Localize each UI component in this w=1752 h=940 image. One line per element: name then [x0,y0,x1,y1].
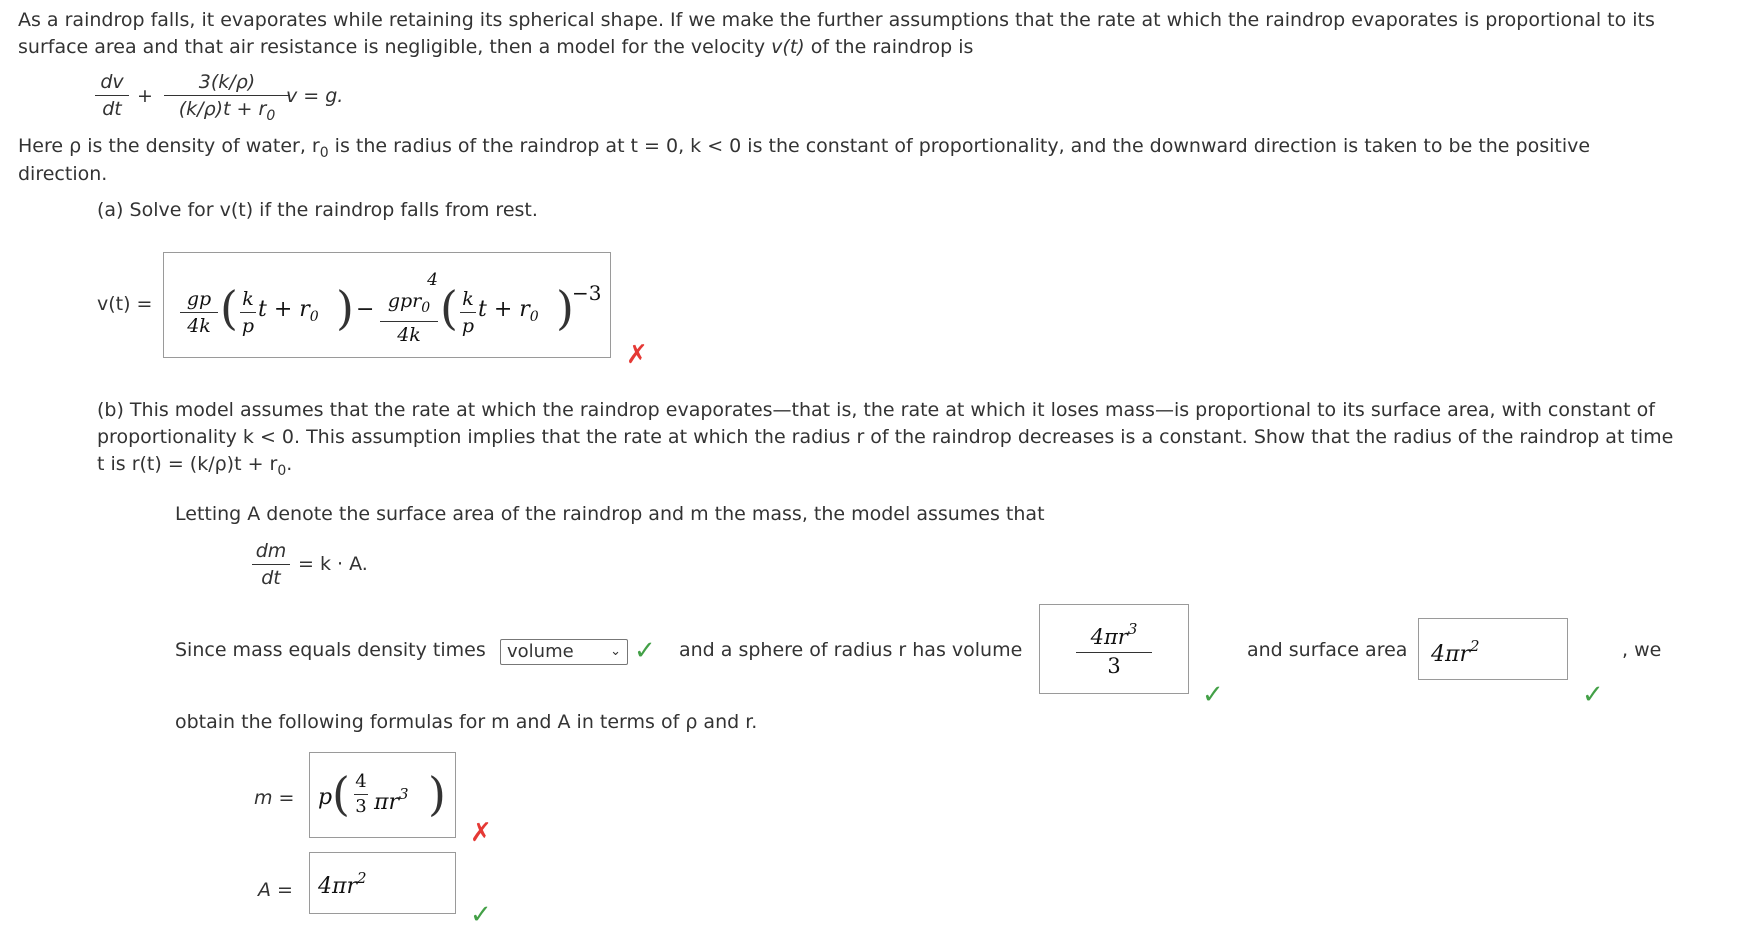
volume-correct-icon: ✓ [1202,680,1224,710]
part-a-question: (a) Solve for v(t) if the raindrop falls from rest. [97,199,538,221]
chevron-down-icon: ⌄ [610,644,621,659]
dm-dt-fraction: dm dt [252,539,290,590]
here-line-2: direction. [18,163,108,185]
m-incorrect-icon: ✗ [470,818,492,848]
A-answer-box[interactable]: $4\pi r^2$ [309,852,456,914]
part-b-line-3: t is $r(t) = (k/\rho)t + r_0$. [97,453,293,479]
part-b-line-1: (b) This model assumes that the rate at which the raindrop evaporates—that is, the rate at which it loses mass—is proportional to its surface area, with constant of [97,399,1655,421]
part-a-answer-box[interactable]: gp 4k ( k p $t + r_0$ ) − 4 gpr$_0$ 4k ( k p $t + r_0$ ) −3 [163,252,611,358]
dm-dt-rhs: = k · A. [298,553,368,575]
part-b-line-2: proportionality k < 0. This assumption implies that the rate at which the radius r of the raindrop decreases is a constant. Show that the radius of the raindrop at time [97,426,1674,448]
sphere-volume-text: and a sphere of radius r has volume [679,639,1023,661]
density-times-select[interactable] [500,639,628,665]
part-a-incorrect-icon: ✗ [626,340,648,370]
surface-area-text: and surface area [1247,639,1408,661]
intro-line-2 [18,33,973,62]
obtain-text: obtain the following formulas for m and A in terms of ρ and r. [175,711,758,733]
volume-answer-box[interactable]: $4\pi r^3$ 3 [1039,604,1189,694]
model-dv-dt: dv dt [95,70,129,121]
part-a-lhs: v(t) = [97,293,153,315]
select-correct-icon: ✓ [634,636,656,666]
A-correct-icon: ✓ [470,900,492,930]
here-line-1: Here ρ is the density of water, $r_0$ is the radius of the raindrop at t = 0, k < 0 is the constant of proportionality, and the downward direction is taken to be the positive [18,135,1591,161]
intro-line-2-pre: surface area and that air resistance is negligible, then a model for the velocity [18,36,772,58]
intro-line-2-post: of the raindrop is [804,36,974,58]
m-answer-box[interactable]: p ( 4 3 $\pi r^3$ ) [309,752,456,838]
surface-area-correct-icon: ✓ [1582,680,1604,710]
density-times-select-value: volume [507,641,574,662]
m-label: m = [254,787,295,809]
A-label: A = [258,879,293,901]
model-plus: + [137,85,153,107]
we-text: , we [1622,639,1662,661]
model-coefficient: 3(k/ρ) $(k/\rho)t + r_0$ [164,70,290,128]
surface-area-answer-box[interactable]: $4\pi r^2$ [1418,618,1568,680]
since-text: Since mass equals density times [175,639,486,661]
letting-text: Letting A denote the surface area of the raindrop and m the mass, the model assumes that [175,503,1045,525]
intro-velocity-var: v(t) [771,36,805,58]
model-tail: v = g. [286,85,344,107]
intro-line-1: As a raindrop falls, it evaporates while retaining its spherical shape. If we make the further assumptions that the rate at which the raindrop evaporates is proportional to its [18,9,1655,31]
